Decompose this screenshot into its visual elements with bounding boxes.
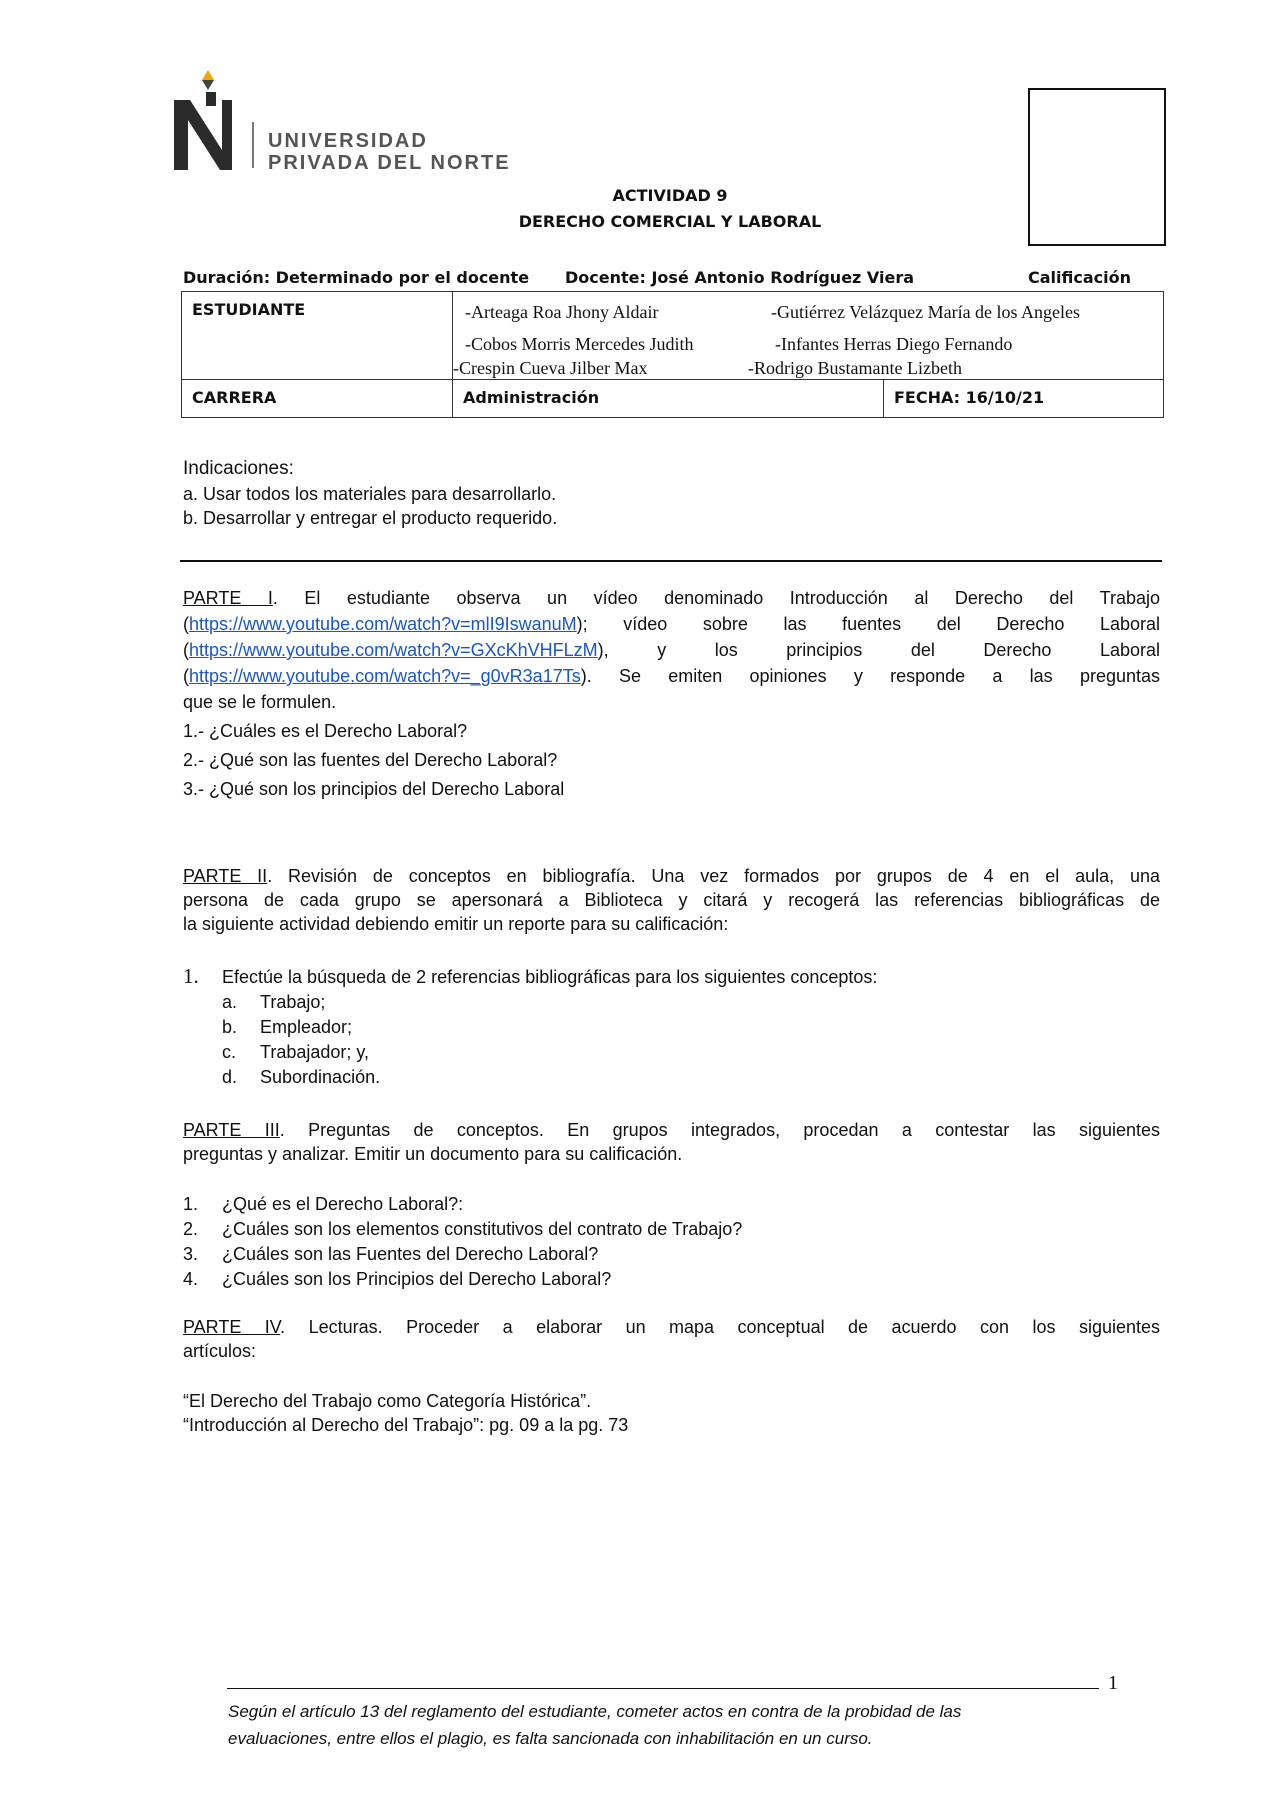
student-name: -Rodrigo Bustamante Lizbeth <box>748 358 962 378</box>
student-info-table <box>181 291 1164 418</box>
footer-divider <box>227 1688 1099 1689</box>
list-number: 1. <box>183 964 199 988</box>
part-3-label: PARTE III <box>183 1120 280 1140</box>
part-2-text: la siguiente actividad debiendo emitir un reporte para su calificación: <box>183 914 729 934</box>
part-3-text: . Preguntas de conceptos. En grupos integrados, procedan a contestar las siguientes <box>279 1120 1160 1140</box>
logo-divider <box>252 122 254 168</box>
question: 2.- ¿Qué son las fuentes del Derecho Laboral? <box>183 750 558 770</box>
question: ¿Cuáles son las Fuentes del Derecho Laboral? <box>222 1244 599 1264</box>
part-1: PARTE I. El estudiante observa un vídeo denominado Introducción al Derecho del Trabajo (https://www.youtube.com/watch?v=mlI9IswanuM); vídeo sobre las fuentes del Derecho Laboral (https://www.youtube.com/watch?v=GXcKhVHFLzM), y los principios del Derecho Laboral (https://www.youtube.com/watch?v=_g0vR3a17Ts). Se emiten opiniones y responde a las preguntas que se le formulen. 1.- ¿Cuáles es el Derecho Laboral? 2.- ¿Qué son las fuentes del Derecho Laboral? 3.- ¿Qué son los principios del Derecho Laboral <box>183 585 1160 802</box>
instruction-item: b. Desarrollar y entregar el producto requerido. <box>183 508 558 528</box>
student-list <box>453 292 1164 380</box>
part-3-text: preguntas y analizar. Emitir un documento para su calificación. <box>183 1144 683 1164</box>
list-item: Efectúe la búsqueda de 2 referencias bibliográficas para los siguientes conceptos: <box>222 967 878 987</box>
date-value: FECHA: 16/10/21 <box>884 380 1164 418</box>
question: 1.- ¿Cuáles es el Derecho Laboral? <box>183 721 468 741</box>
instruction-item: a. Usar todos los materiales para desarrollarlo. <box>183 484 557 504</box>
list-item: Trabajador; y, <box>260 1042 370 1062</box>
activity-title: ACTIVIDAD 9 <box>612 186 728 205</box>
part-2-text: persona de cada grupo se apersonará a Biblioteca y citará y recogerá las referencias bibliográficas de <box>183 890 1160 910</box>
list-letter: c. <box>222 1042 237 1062</box>
student-name: -Infantes Herras Diego Fernando <box>775 334 1013 354</box>
part-1-text: ), y los principios del Derecho Laboral <box>597 640 1160 660</box>
student-name: -Arteaga Roa Jhony Aldair <box>465 302 659 322</box>
question: 3.- ¿Qué son los principios del Derecho Laboral <box>183 779 565 799</box>
part-2-text: . Revisión de conceptos en bibliografía. Una vez formados por grupos de 4 en el aula, una <box>267 866 1161 886</box>
list-number: 4. <box>183 1269 199 1289</box>
question: ¿Qué es el Derecho Laboral?: <box>222 1194 464 1214</box>
part-4-text: . Lecturas. Proceder a elaborar un mapa conceptual de acuerdo con los siguientes <box>280 1317 1161 1337</box>
part-1-text: ). Se emiten opiniones y responde a las preguntas <box>580 666 1160 686</box>
list-number: 1. <box>183 1194 199 1214</box>
course-title: DERECHO COMERCIAL Y LABORAL <box>518 212 822 231</box>
part-1-text: que se le formulen. <box>183 692 337 712</box>
part-2 <box>183 864 1160 936</box>
career-label: CARRERA <box>182 380 453 418</box>
student-name: -Gutiérrez Velázquez María de los Angeles <box>771 302 1081 322</box>
question: ¿Cuáles son los elementos constitutivos del contrato de Trabajo? <box>222 1219 743 1239</box>
footer-note-line: Según el artículo 13 del reglamento del estudiante, cometer actos en contra de la probidad de las <box>228 1702 962 1721</box>
teacher-label: Docente: José Antonio Rodríguez Viera <box>565 268 915 287</box>
part-1-text: . El estudiante observa un vídeo denominado Introducción al Derecho del Trabajo <box>272 588 1160 608</box>
part-4-label: PARTE IV <box>183 1317 281 1337</box>
part-1-label: PARTE I <box>183 588 273 608</box>
question: ¿Cuáles son los Principios del Derecho Laboral? <box>222 1269 612 1289</box>
video-link-2[interactable]: https://www.youtube.com/watch?v=GXcKhVHFLzM <box>189 640 598 660</box>
list-item: Subordinación. <box>260 1067 381 1087</box>
part-4 <box>183 1315 1160 1437</box>
video-link-3[interactable]: https://www.youtube.com/watch?v=_g0vR3a17Ts <box>189 666 581 686</box>
reading: “Introducción al Derecho del Trabajo”: pg. 09 a la pg. 73 <box>183 1415 629 1435</box>
list-letter: b. <box>222 1017 238 1037</box>
career-value: Administración <box>453 380 884 418</box>
list-letter: d. <box>222 1067 238 1087</box>
list-number: 2. <box>183 1219 199 1239</box>
part-2-label: PARTE II <box>183 866 268 886</box>
list-letter: a. <box>222 992 238 1012</box>
footer-note <box>228 1698 1108 1752</box>
instructions: Indicaciones: a. Usar todos los materiales para desarrollarlo. b. Desarrollar y entregar el producto requerido. <box>183 458 558 528</box>
university-name: UNIVERSIDAD PRIVADA DEL NORTE <box>268 130 511 174</box>
student-label: ESTUDIANTE <box>182 292 453 380</box>
university-logo <box>172 70 242 170</box>
part-3 <box>183 1118 1160 1166</box>
reading: “El Derecho del Trabajo como Categoría Histórica”. <box>183 1391 592 1411</box>
part-4-text: artículos: <box>183 1341 257 1361</box>
part-1-text: ); vídeo sobre las fuentes del Derecho Laboral <box>576 614 1160 634</box>
list-item: Empleador; <box>260 1017 353 1037</box>
duration-label: Duración: Determinado por el docente <box>183 268 530 287</box>
video-link-1[interactable]: https://www.youtube.com/watch?v=mlI9IswanuM <box>189 614 577 634</box>
section-divider <box>180 560 1162 562</box>
footer-note-line: evaluaciones, entre ellos el plagio, es falta sancionada con inhabilitación en un curso. <box>228 1729 873 1748</box>
student-name: -Crespin Cueva Jilber Max <box>453 358 648 378</box>
list-number: 3. <box>183 1244 199 1264</box>
student-name: -Cobos Morris Mercedes Judith <box>465 334 694 354</box>
instructions-title: Indicaciones <box>183 458 289 479</box>
list-item: Trabajo; <box>260 992 326 1012</box>
page-number: 1 <box>1108 1672 1118 1694</box>
grade-label: Calificación <box>1028 268 1131 287</box>
